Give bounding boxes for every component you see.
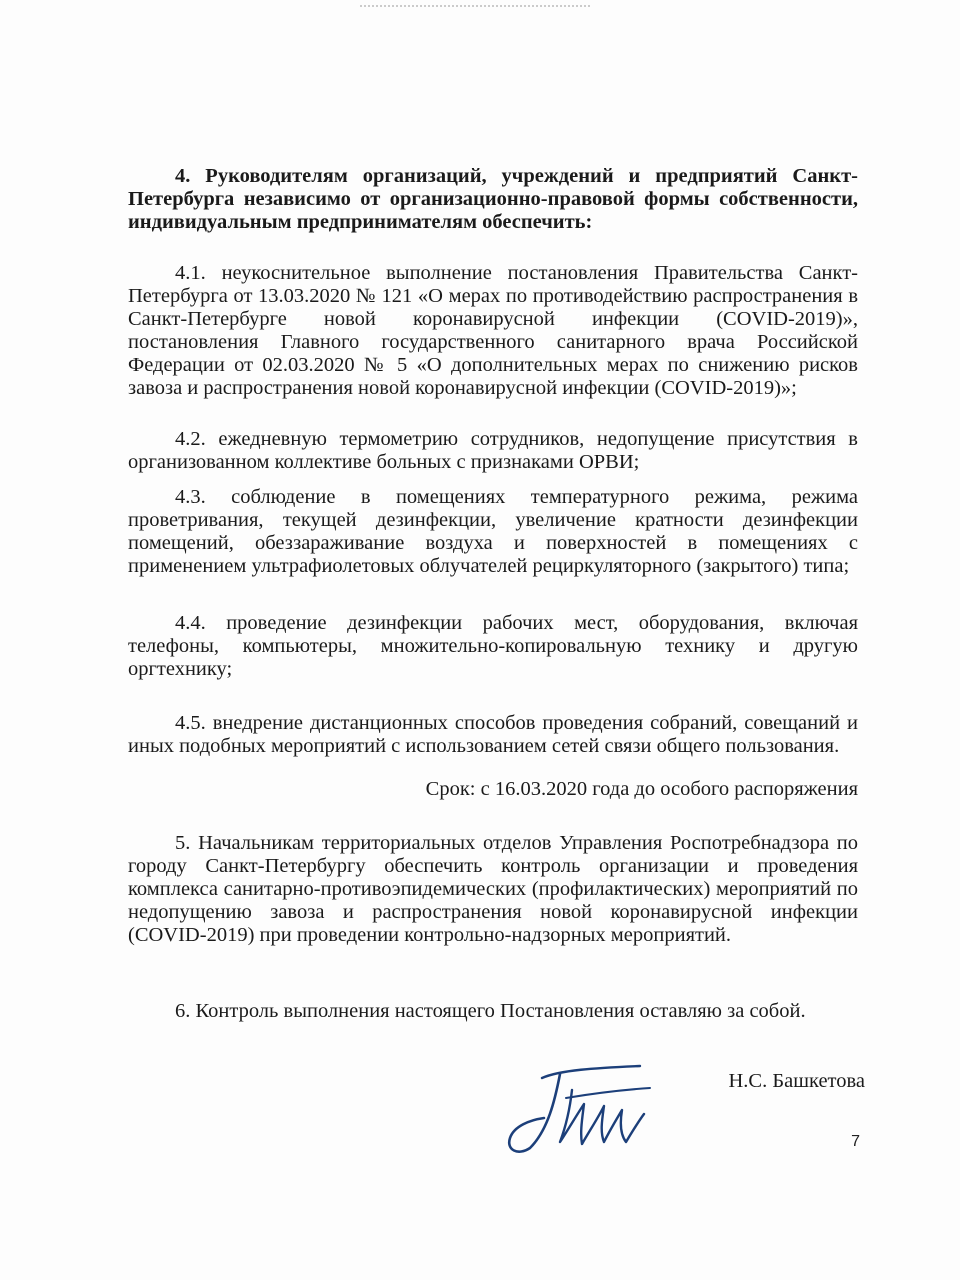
signer-name: Н.С. Башкетова xyxy=(728,1070,865,1092)
section-5: 5. Начальникам территориальных отделов Управления Роспотребнадзора по городу Санкт-Петербургу обеспечить контроль организации и проведения комплекса санитарно-противоэпидемических (профилактических) мероприятий по недопущению завоза и распространения новой коронавирусной инфекции (COVID-2019) при проведении контрольно-надзорных мероприятий. xyxy=(128,832,858,946)
section-5-block xyxy=(128,832,858,947)
item-4-4-block xyxy=(128,612,858,681)
section-6: 6. Контроль выполнения настоящего Постановления оставляю за собой. xyxy=(175,1000,806,1022)
deadline-line: Срок: с 16.03.2020 года до особого распоряжения xyxy=(425,778,858,800)
item-4-2-block xyxy=(128,428,858,474)
item-4-5-block xyxy=(128,712,858,758)
top-edge-mark xyxy=(360,0,590,7)
deadline-block xyxy=(128,778,858,801)
section-6-block xyxy=(128,1000,858,1023)
page-number: 7 xyxy=(851,1133,860,1150)
item-4-1: 4.1. неукоснительное выполнение постановления Правительства Санкт-Петербурга от 13.03.2020 № 121 «О мерах по противодействию распространения в Санкт-Петербурге новой коронавирусной инфекции (COVID-2019)», постановления Главного государственного санитарного врача Российской Федерации от 02.03.2020 № 5 «О дополнительных мерах по снижению рисков завоза и распространения новой коронавирусной инфекции (COVID-2019)»; xyxy=(128,262,858,399)
item-4-1-block xyxy=(128,262,858,400)
item-4-4: 4.4. проведение дезинфекции рабочих мест, оборудования, включая телефоны, компьютеры, множительно-копировальную технику и другую оргтехнику; xyxy=(128,612,858,680)
section-4-heading-block xyxy=(128,165,858,234)
handwritten-signature xyxy=(500,1060,660,1160)
section-4-heading: 4. Руководителям организаций, учреждений и предприятий Санкт-Петербурга независимо от организационно-правовой формы собственности, индивидуальным предпринимателям обеспечить: xyxy=(128,165,858,233)
item-4-2: 4.2. ежедневную термометрию сотрудников, недопущение присутствия в организованном коллективе больных с признаками ОРВИ; xyxy=(128,428,858,473)
item-4-3-block xyxy=(128,486,858,578)
item-4-3: 4.3. соблюдение в помещениях температурного режима, режима проветривания, текущей дезинфекции, увеличение кратности дезинфекции помещений, обеззараживание воздуха и поверхностей в помещениях с применением ультрафиолетовых облучателей рециркуляторного (закрытого) типа; xyxy=(128,486,858,577)
item-4-5: 4.5. внедрение дистанционных способов проведения собраний, совещаний и иных подобных мероприятий с использованием сетей связи общего пользования. xyxy=(128,712,858,757)
